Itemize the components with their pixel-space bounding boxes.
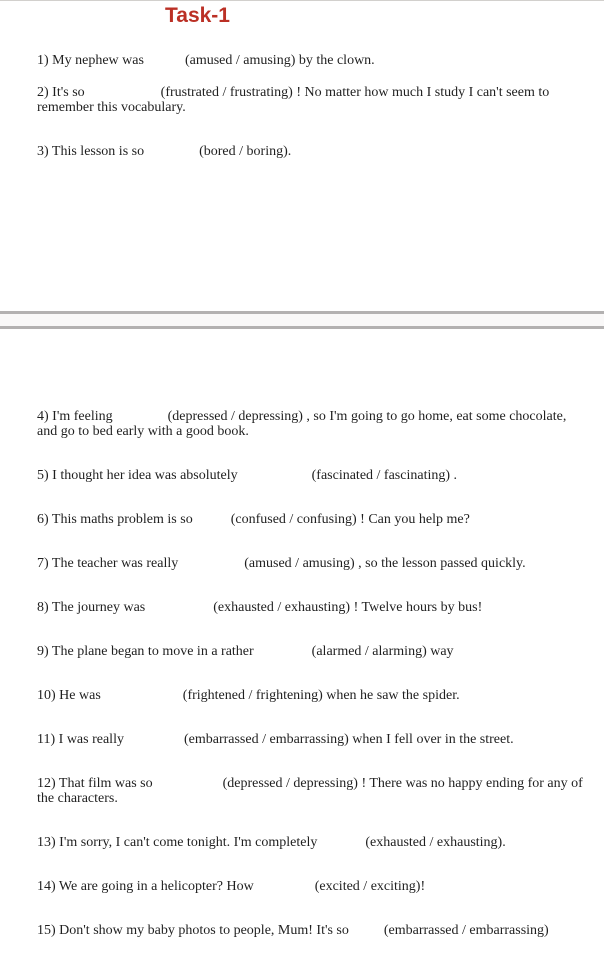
- answer-options: (alarmed / alarming): [311, 644, 427, 659]
- question-text-post: .: [453, 468, 458, 483]
- question-item: [37, 879, 582, 894]
- question-number: 10): [37, 688, 56, 703]
- answer-blank: [349, 933, 384, 934]
- question-line: [37, 512, 582, 527]
- question-text-pre: I'm feeling: [52, 409, 113, 424]
- answer-blank: [254, 654, 312, 655]
- answer-options: (bored / boring).: [199, 144, 292, 159]
- question-text-pre: My nephew was: [52, 53, 144, 68]
- question-line: [37, 879, 582, 894]
- question-text-pre: I'm sorry, I can't come tonight. I'm completely: [59, 835, 318, 850]
- question-item: [37, 688, 582, 703]
- question-text-pre: That film was so: [58, 776, 153, 791]
- answer-options: (fascinated / fascinating): [311, 468, 451, 483]
- page-1: [0, 0, 604, 311]
- question-line: [37, 468, 582, 483]
- question-text-pre: This maths problem is so: [51, 512, 193, 527]
- question-line: [37, 835, 582, 850]
- answer-options: (depressed / depressing): [222, 776, 358, 791]
- answer-blank: [317, 845, 365, 846]
- question-text-pre: The teacher was really: [51, 556, 179, 571]
- question-text-pre: The journey was: [51, 600, 146, 615]
- answer-blank: [254, 889, 315, 890]
- question-line: [37, 644, 582, 659]
- question-line: [37, 556, 582, 571]
- question-number: 6): [37, 512, 49, 527]
- question-line-continued: and go to bed early with a good book.: [37, 424, 249, 439]
- question-number: 14): [37, 879, 56, 894]
- question-number: 4): [37, 409, 49, 424]
- question-line: [37, 85, 582, 100]
- question-item: [37, 468, 582, 483]
- answer-blank: [193, 522, 231, 523]
- question-item: [37, 835, 582, 850]
- answer-blank: [153, 786, 223, 787]
- questions-page-1: [0, 53, 604, 159]
- answer-options: (amused / amusing): [244, 556, 355, 571]
- answer-blank: [178, 566, 244, 567]
- question-line: [37, 923, 582, 938]
- answer-options: (depressed / depressing): [167, 409, 303, 424]
- question-text-pre: This lesson is so: [51, 144, 145, 159]
- answer-blank: [238, 478, 312, 479]
- question-text-pre: The plane began to move in a rather: [51, 644, 254, 659]
- page-title: Task-1: [165, 4, 230, 27]
- question-line: [37, 144, 582, 159]
- question-number: 15): [37, 923, 56, 938]
- answer-options: (excited / exciting)!: [314, 879, 426, 894]
- questions-page-2: [0, 409, 604, 938]
- question-text-pre: I was really: [58, 732, 124, 747]
- question-number: 8): [37, 600, 49, 615]
- answer-blank: [101, 698, 183, 699]
- question-text-pre: We are going in a helicopter? How: [58, 879, 254, 894]
- question-number: 9): [37, 644, 49, 659]
- question-text-pre: I thought her idea was absolutely: [52, 468, 238, 483]
- answer-options: (frustrated / frustrating): [160, 85, 293, 100]
- question-text-pre: It's so: [52, 85, 85, 100]
- answer-blank: [124, 742, 184, 743]
- question-item: [37, 512, 582, 527]
- answer-blank: [145, 610, 213, 611]
- question-line: [37, 409, 582, 424]
- question-number: 13): [37, 835, 56, 850]
- answer-options: (embarrassed / embarrassing): [383, 923, 549, 938]
- question-line: [37, 776, 582, 791]
- question-line: [37, 53, 582, 68]
- question-number: 11): [37, 732, 56, 747]
- answer-options: (embarrassed / embarrassing): [183, 732, 349, 747]
- answer-options: (amused / amusing): [184, 53, 296, 68]
- page-2: [0, 329, 604, 963]
- question-text-post: ! Twelve hours by bus!: [353, 600, 483, 615]
- question-text-post: ! There was no happy ending for any of: [361, 776, 583, 791]
- question-line: [37, 732, 582, 747]
- answer-options: (frightened / frightening): [182, 688, 323, 703]
- answer-options: (exhausted / exhausting).: [365, 835, 506, 850]
- question-text-post: ! No matter how much I study I can't seem to: [296, 85, 550, 100]
- question-item: [37, 732, 582, 747]
- question-number: 12): [37, 776, 56, 791]
- question-item: [37, 53, 582, 68]
- question-item: [37, 776, 582, 806]
- answer-blank: [113, 419, 168, 420]
- question-number: 2): [37, 85, 49, 100]
- question-number: 1): [37, 53, 49, 68]
- question-item: [37, 556, 582, 571]
- question-text-post: by the clown.: [298, 53, 375, 68]
- question-text-post: , so I'm going to go home, eat some chocolate,: [306, 409, 567, 424]
- question-text-post: , so the lesson passed quickly.: [358, 556, 526, 571]
- question-text-post: when I fell over in the street.: [352, 732, 514, 747]
- answer-options: (confused / confusing): [230, 512, 357, 527]
- question-text-post: ! Can you help me?: [360, 512, 470, 527]
- question-item: [37, 600, 582, 615]
- answer-blank: [144, 154, 199, 155]
- question-item: [37, 923, 582, 938]
- question-text-pre: He was: [59, 688, 101, 703]
- page-break: [0, 311, 604, 329]
- question-line-continued: the characters.: [37, 791, 118, 806]
- question-number: 5): [37, 468, 49, 483]
- question-item: [37, 409, 582, 439]
- question-item: [37, 85, 582, 115]
- question-line: [37, 688, 582, 703]
- question-text-post: when he saw the spider.: [326, 688, 460, 703]
- question-text-post: way: [430, 644, 454, 659]
- question-item: [37, 144, 582, 159]
- answer-blank: [85, 95, 161, 96]
- answer-options: (exhausted / exhausting): [213, 600, 351, 615]
- question-line: [37, 600, 582, 615]
- question-text-pre: Don't show my baby photos to people, Mum! It's so: [59, 923, 349, 938]
- answer-blank: [144, 63, 185, 64]
- question-line-continued: remember this vocabulary.: [37, 100, 186, 115]
- question-item: [37, 644, 582, 659]
- question-number: 3): [37, 144, 49, 159]
- question-number: 7): [37, 556, 49, 571]
